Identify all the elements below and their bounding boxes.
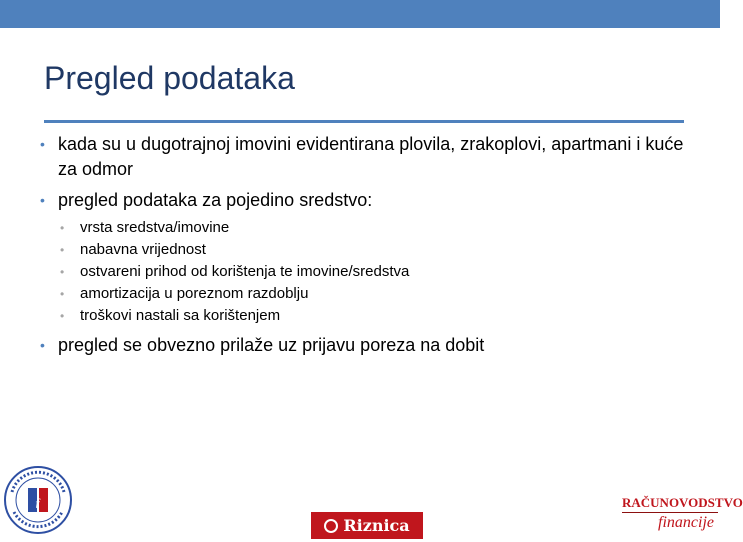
sub-bullet-text: vrsta sredstva/imovine (80, 219, 230, 236)
slide-content (40, 132, 690, 358)
university-seal-icon (0, 462, 75, 537)
bullet-marker: • (40, 192, 45, 208)
bullet-2 (40, 188, 690, 213)
bullet-marker: • (40, 337, 45, 353)
sub-bullet-text: amortizacija u poreznom razdoblju (80, 285, 309, 302)
sub-bullet-marker: • (60, 309, 65, 323)
sub-bullet-marker: • (60, 221, 65, 235)
bullet-1 (40, 132, 690, 182)
racunovodstvo-logo-text: RAČUNOVODSTVO (622, 494, 718, 513)
riznica-logo (311, 512, 423, 539)
sub-bullet (40, 217, 690, 239)
sub-bullet-list (40, 217, 690, 327)
sub-bullet-text: ostvareni prihod od korištenja te imovine/sredstva (80, 263, 410, 280)
sub-bullet (40, 305, 690, 327)
riznica-logo-text: Riznica (343, 516, 410, 535)
sub-bullet-text: troškovi nastali sa korištenjem (80, 307, 281, 324)
racunovodstvo-logo-subtext: financije (658, 514, 714, 531)
top-accent-bar (0, 0, 720, 28)
sub-bullet (40, 239, 690, 261)
bullet-3 (40, 333, 690, 358)
slide-title: Pregled podataka (44, 60, 295, 96)
title-underline (44, 120, 684, 123)
sub-bullet (40, 283, 690, 305)
sub-bullet-marker: • (60, 287, 65, 301)
bullet-text: kada su u dugotrajnoj imovini evidentirana plovila, zrakoplovi, apartmani i kuće za odmor (58, 134, 684, 179)
sub-bullet (40, 261, 690, 283)
svg-text:ƒ: ƒ (35, 495, 41, 509)
bullet-marker: • (40, 136, 45, 152)
sub-bullet-marker: • (60, 243, 65, 257)
sub-bullet-text: nabavna vrijednost (80, 241, 206, 258)
sub-bullet-marker: • (60, 265, 65, 279)
bullet-text: pregled podataka za pojedino sredstvo: (58, 190, 373, 210)
riznica-seal-icon (324, 519, 338, 533)
racunovodstvo-logo (622, 494, 743, 540)
bullet-text: pregled se obvezno prilaže uz prijavu poreza na dobit (58, 335, 485, 355)
